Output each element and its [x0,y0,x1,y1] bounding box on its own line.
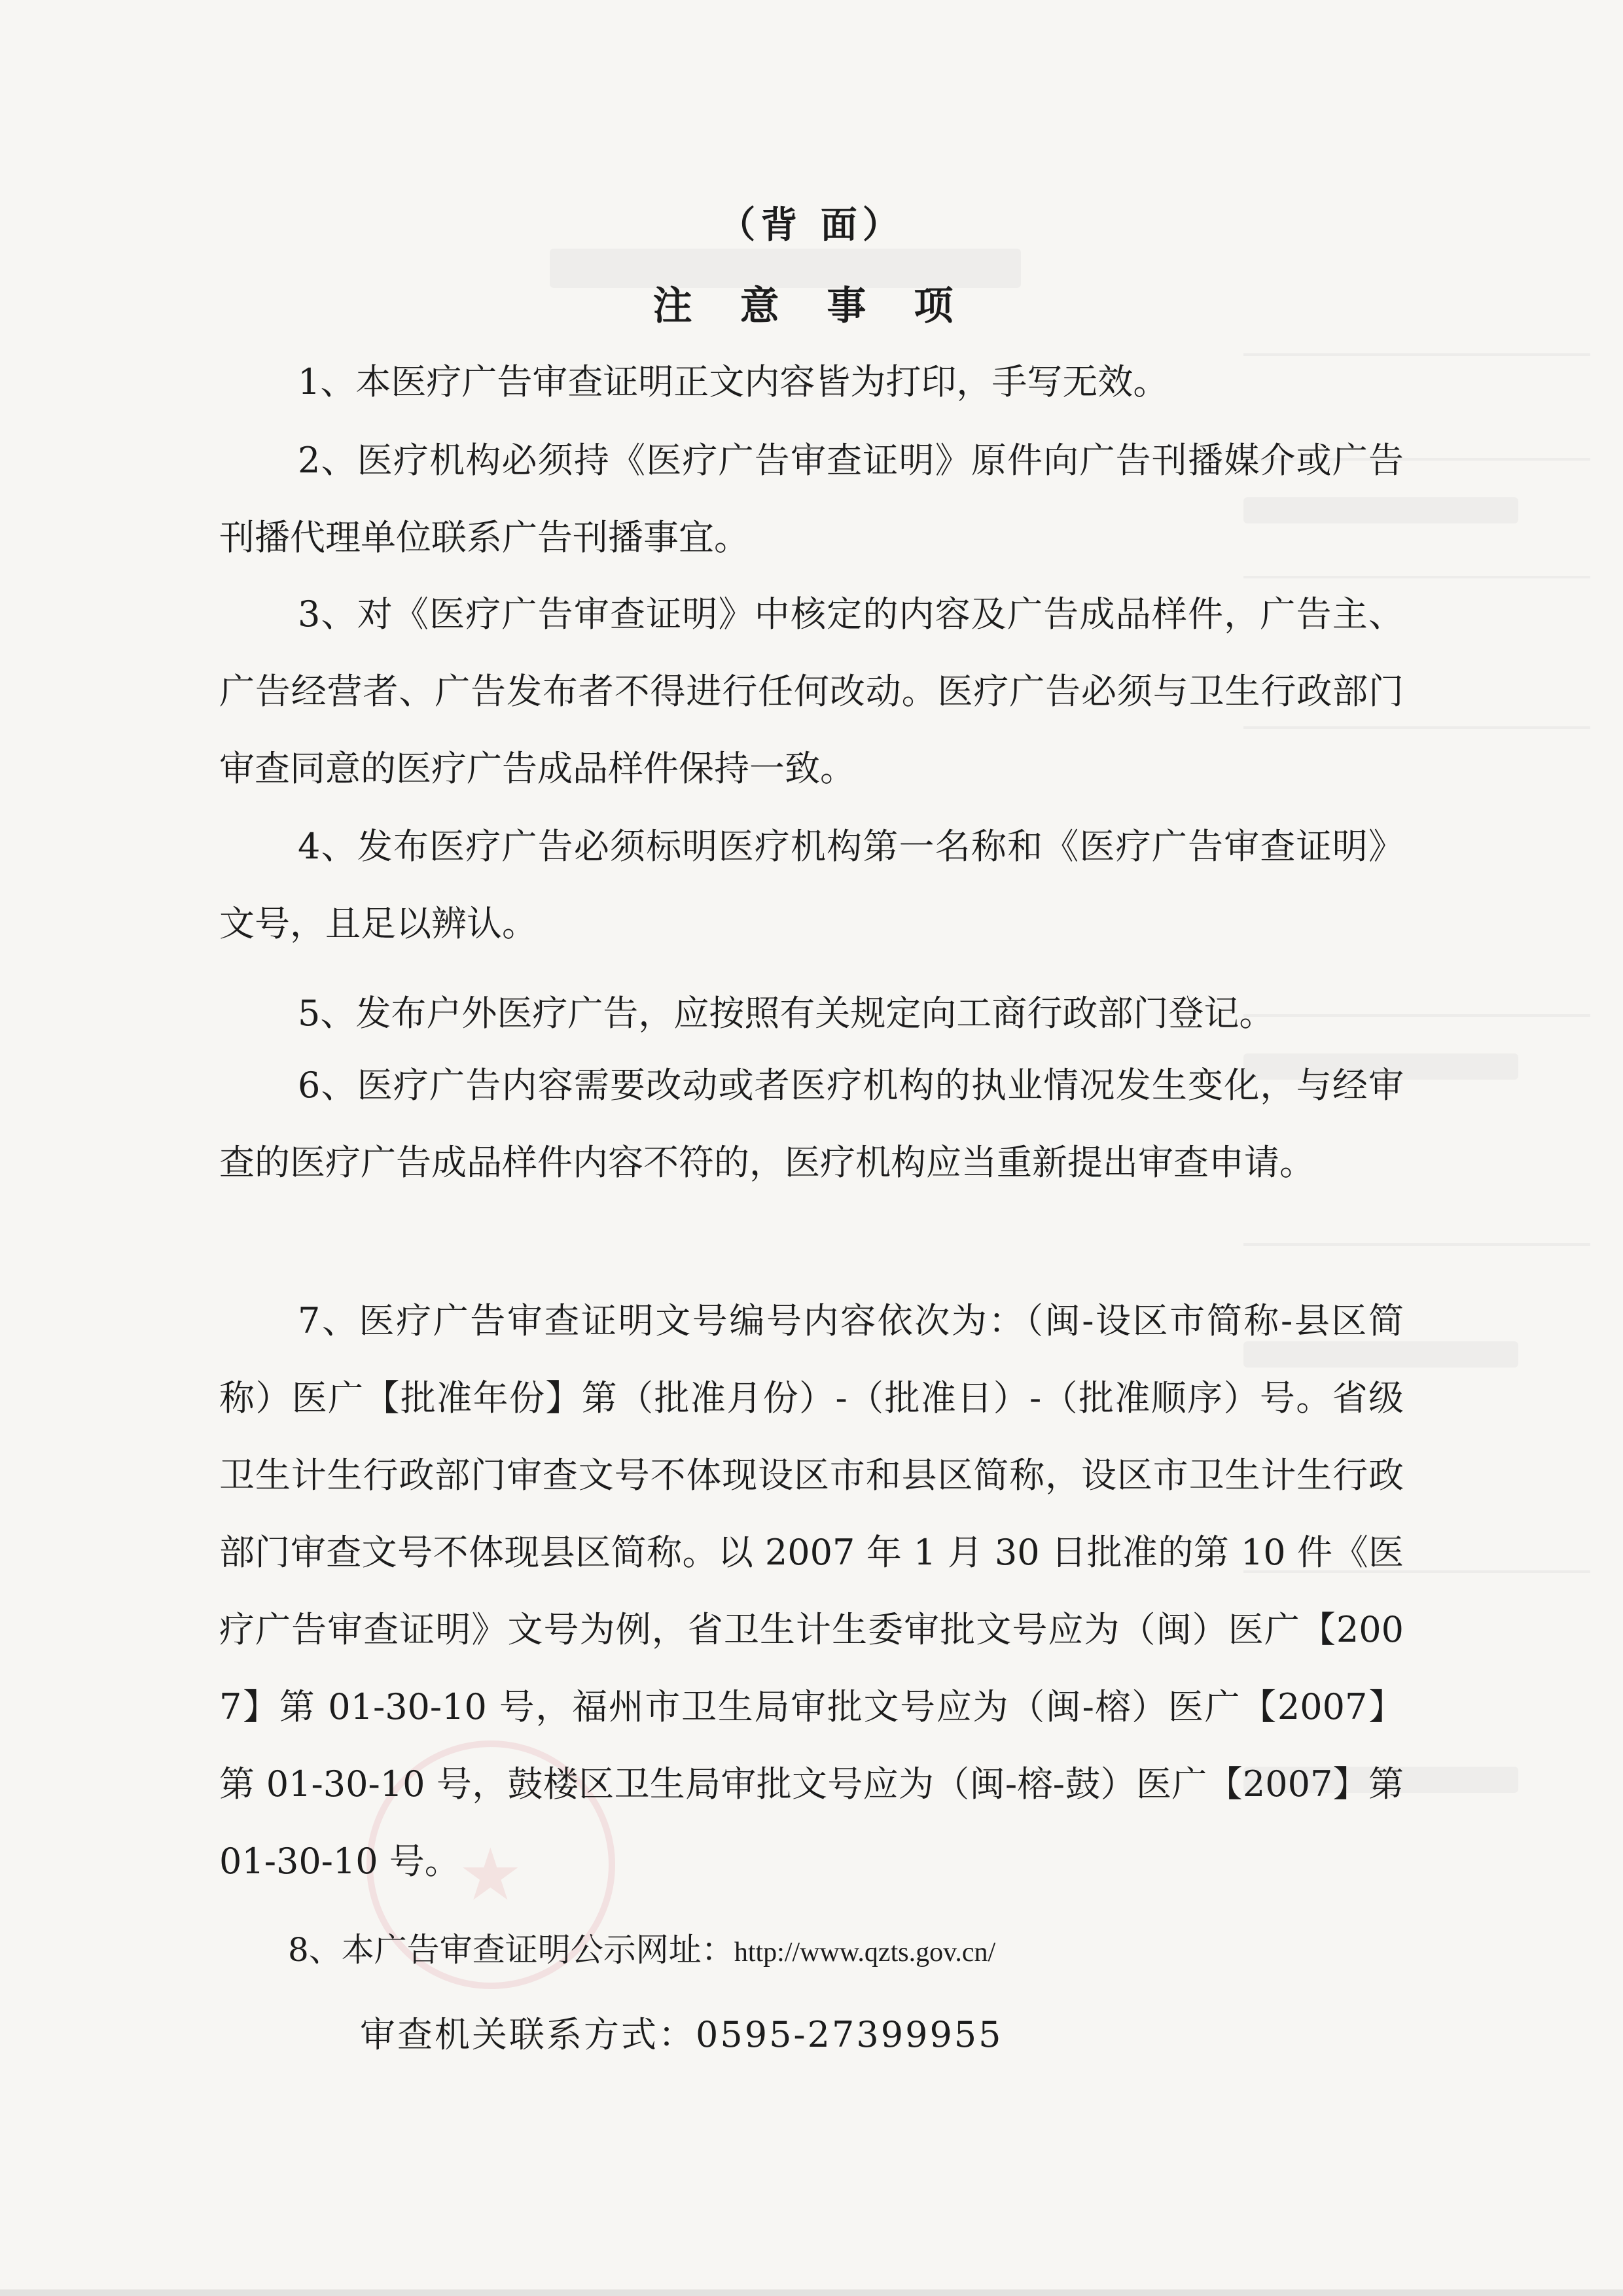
page-side-label: （背 面） [719,203,904,247]
notice-item-6: 6、医疗广告内容需要改动或者医疗机构的执业情况发生变化，与经审查的医疗广告成品样件内容不符的，医疗机构应当重新提出审查申请。 [219,1065,1404,1183]
contact-label: 审查机关联系方式： [360,2014,696,2055]
notice-item-5: 5、发布户外医疗广告，应按照有关规定向工商行政部门登记。 [298,993,1275,1034]
seal-star-icon: ★ [458,1833,523,1916]
notice-item-4: 4、发布医疗广告必须标明医疗机构第一名称和《医疗广告审查证明》文号，且足以辨认。 [219,826,1404,944]
contact-phone: 0595-27399955 [696,2014,1003,2055]
contact-info [360,2009,1003,2061]
notice-item-3: 3、对《医疗广告审查证明》中核定的内容及广告成品样件，广告主、广告经营者、广告发布者不得进行任何改动。医疗广告必须与卫生行政部门审查同意的医疗广告成品样件保持一致。 [219,593,1404,789]
notice-item-8-label: 8、本广告审查证明公示网址： [288,1931,734,1969]
page-title: 注 意 事 项 [652,283,971,329]
notice-item-2: 2、医疗机构必须持《医疗广告审查证明》原件向广告刊播媒介或广告刊播代理单位联系广告刊播事宜。 [219,440,1404,558]
scan-edge [0,2289,1623,2296]
notice-item-7: 7、医疗广告审查证明文号编号内容依次为：（闽-设区市简称-县区简称）医广【批准年份】第（批准月份）-（批准日）-（批准顺序）号。省级卫生计生行政部门审查文号不体现设区市和县区简称，设区市卫生计生行政部门审查文号不体现县区简称。以 2007 年 1 月 30 日批准的第 10 件《医疗广告审查证明》文号为例，省卫生计生委审批文号应为（闽）医广【2007】第 01-30-10 号，福州市卫生局审批文号应为（闽-榕）医广【2007】第 01-30-10 号，鼓楼区卫生局审批文号应为（闽-榕-鼓）医广【2007】第 01-30-10 号。 [219,1300,1404,1882]
public-url-link[interactable]: http://www.qzts.gov.cn/ [734,1937,996,1968]
notice-item-8 [288,1924,995,1979]
notice-item-1: 1、本医疗广告审查证明正文内容皆为打印，手写无效。 [298,361,1169,402]
